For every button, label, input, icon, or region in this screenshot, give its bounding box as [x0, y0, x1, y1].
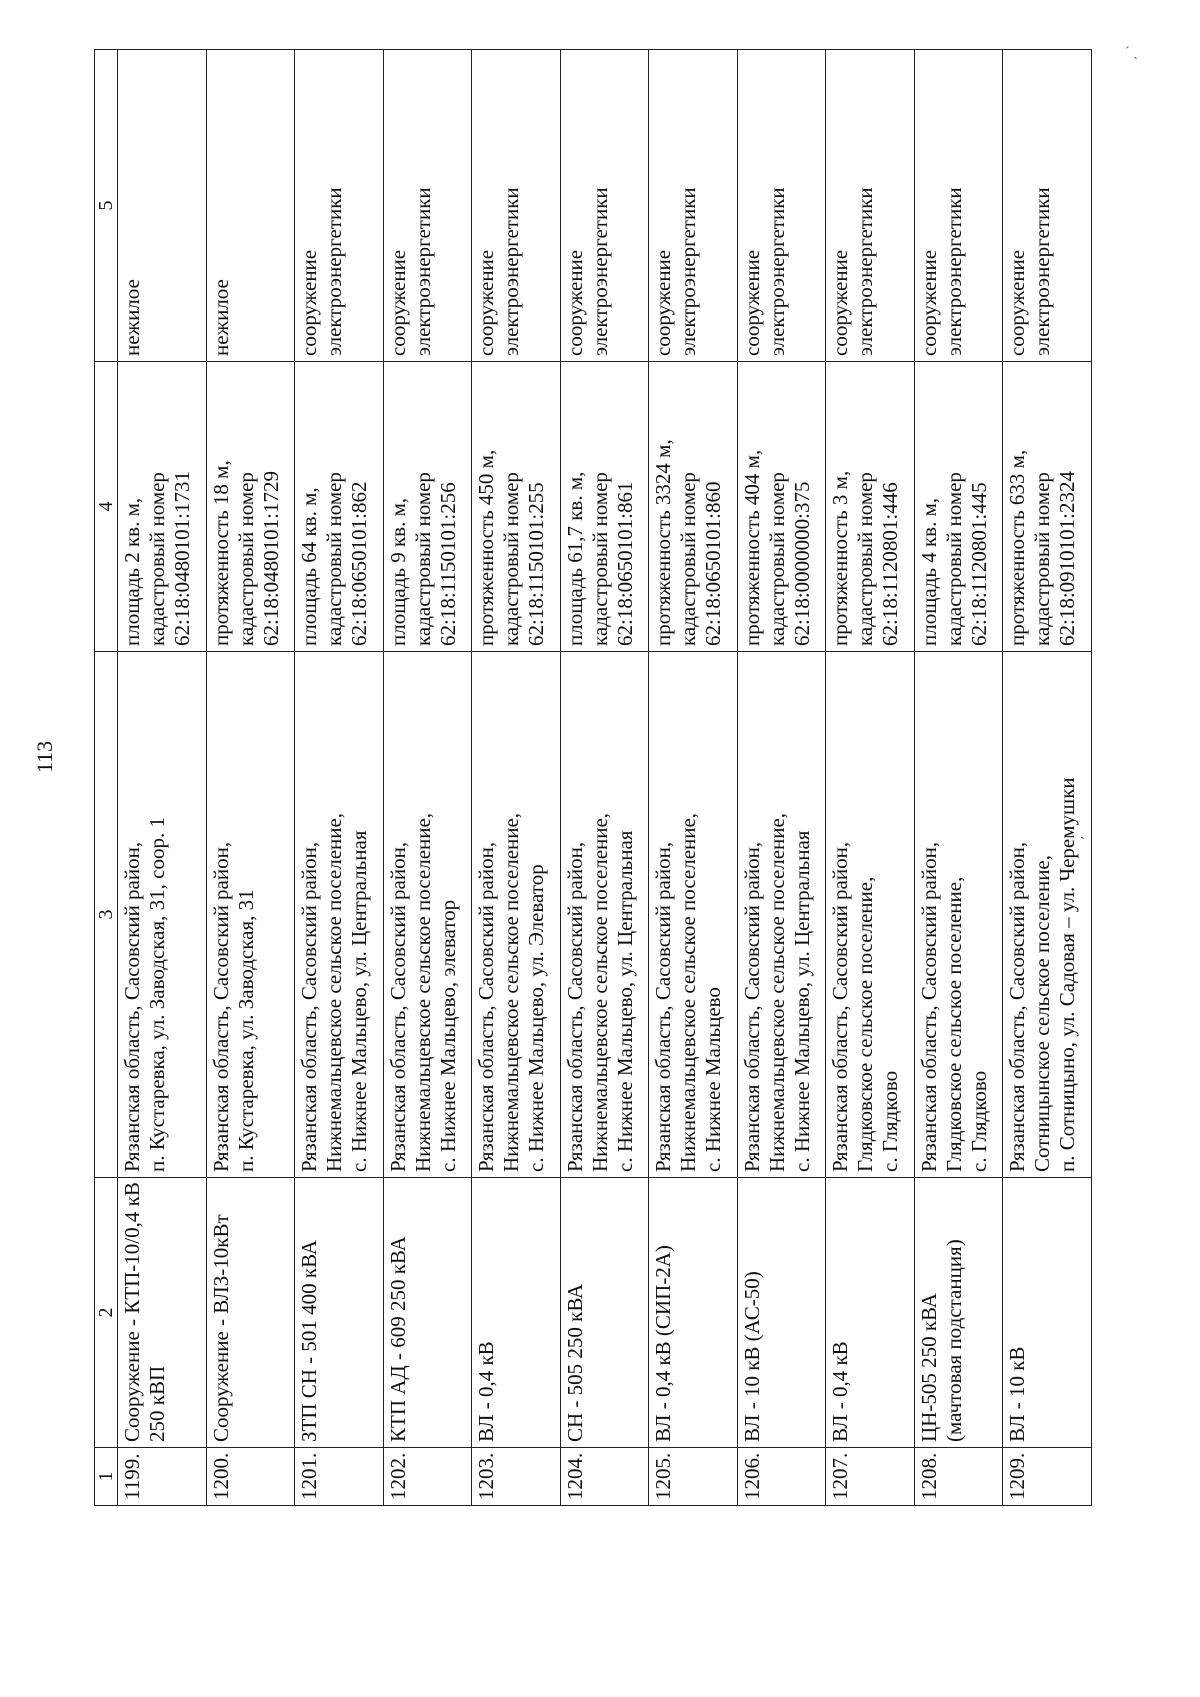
purpose-cell: [1003, 50, 1092, 362]
cell-line: кадастровый номер: [676, 472, 701, 646]
purpose-cell: [295, 50, 384, 362]
table-row: [206, 50, 295, 1506]
table-row: [560, 50, 649, 1506]
characteristics-cell: [383, 362, 472, 652]
cell-line: электроэнергетики: [941, 187, 966, 356]
column-header-3: 3: [95, 652, 118, 1178]
address-cell: [914, 652, 1003, 1178]
column-header-5: 5: [95, 50, 118, 362]
cell-line: ВЛ - 0,4 кВ: [474, 1341, 499, 1442]
cell-line: Нижнемальцевское сельское поселение,: [322, 812, 347, 1172]
address-cell: [826, 652, 915, 1178]
cell-line: протяженность 633 м,: [1005, 449, 1030, 646]
row-number-cell: 1205.: [649, 1448, 738, 1506]
cell-line: Нижнемальцевское сельское поселение,: [410, 812, 435, 1172]
cell-line: 250 кВП: [145, 1365, 169, 1442]
cell-line: КТП АД - 609 250 кВА: [385, 1236, 410, 1442]
cell-line: Сооружение - ВЛЗ-10кВт: [208, 1214, 233, 1442]
cell-line: с. Нижнее Мальцево, ул. Центральная: [789, 830, 814, 1172]
cell-line: Сооружение - КТП-10/0,4 кВ: [120, 1182, 144, 1442]
column-header-4: 4: [95, 362, 118, 652]
cell-line: Глядковское сельское поселение,: [853, 876, 878, 1172]
purpose-cell: [914, 50, 1003, 362]
cell-line: ВЛ - 0,4 кВ: [828, 1341, 853, 1442]
cell-line: площадь 2 кв. м,: [120, 497, 144, 646]
object-name-cell: [295, 1178, 384, 1448]
table-row: [472, 50, 561, 1506]
row-number-cell: 1201.: [295, 1448, 384, 1506]
purpose-cell: [472, 50, 561, 362]
object-name-cell: [383, 1178, 472, 1448]
cell-line: кадастровый номер: [410, 472, 435, 646]
object-name-cell: [472, 1178, 561, 1448]
characteristics-cell: [206, 362, 295, 652]
cell-line: с. Нижнее Мальцево, ул. Центральная: [347, 830, 372, 1172]
cell-line: сооружение: [385, 249, 410, 356]
object-name-cell: [826, 1178, 915, 1448]
address-cell: [737, 652, 826, 1178]
cell-line: ВЛ - 10 кВ: [1005, 1346, 1030, 1442]
characteristics-cell: [472, 362, 561, 652]
cell-line: 62:18:0910101:2324: [1055, 470, 1080, 646]
address-cell: [560, 652, 649, 1178]
cell-line: Нижнемальцевское сельское поселение,: [587, 812, 612, 1172]
row-number-cell: 1207.: [826, 1448, 915, 1506]
cell-line: Рязанская область, Сасовский район,: [1005, 841, 1030, 1172]
cell-line: кадастровый номер: [764, 472, 789, 646]
cell-line: с. Нижнее Мальцево, ул. Элеватор: [524, 864, 549, 1172]
cell-line: нежилое: [208, 279, 233, 356]
cell-line: Нижнемальцевское сельское поселение,: [764, 812, 789, 1172]
cell-line: протяженность 404 м,: [739, 449, 764, 646]
cell-line: сооружение: [1005, 249, 1030, 356]
object-name-cell: [206, 1178, 295, 1448]
row-number-cell: 1209.: [1003, 1448, 1092, 1506]
table-row: [118, 50, 207, 1506]
purpose-cell: [826, 50, 915, 362]
cell-line: сооружение: [651, 249, 676, 356]
cell-line: протяженность 3 м,: [828, 470, 853, 646]
table-body: [118, 50, 1092, 1506]
cell-line: Рязанская область, Сасовский район,: [828, 841, 853, 1172]
cell-line: с. Нижнее Мальцево, элеватор: [435, 899, 460, 1172]
cell-line: сооружение: [562, 249, 587, 356]
cell-line: Сотницынское сельское поселение,: [1030, 855, 1055, 1172]
cell-line: протяженность 18 м,: [208, 460, 233, 646]
cell-line: протяженность 3324 м,: [651, 439, 676, 646]
scan-speck: ˏ: [1080, 825, 1085, 840]
cell-line: кадастровый номер: [145, 472, 169, 646]
cell-line: Рязанская область, Сасовский район,: [120, 841, 144, 1172]
purpose-cell: [383, 50, 472, 362]
cell-line: 62:18:1120801:445: [966, 482, 991, 646]
cell-line: кадастровый номер: [587, 472, 612, 646]
object-name-cell: [914, 1178, 1003, 1448]
cell-line: 62:18:0480101:1729: [258, 470, 283, 646]
column-header-1: 1: [95, 1448, 118, 1506]
property-table: [94, 49, 1092, 1506]
row-number-cell: 1199.: [118, 1448, 207, 1506]
column-header-2: 2: [95, 1178, 118, 1448]
characteristics-cell: [914, 362, 1003, 652]
object-name-cell: [649, 1178, 738, 1448]
cell-line: сооружение: [297, 249, 322, 356]
cell-line: 62:18:0650101:861: [612, 481, 637, 646]
cell-line: протяженность 450 м,: [474, 449, 499, 646]
address-cell: [206, 652, 295, 1178]
cell-line: кадастровый номер: [233, 472, 258, 646]
cell-line: с. Глядково: [966, 1070, 991, 1172]
cell-line: Рязанская область, Сасовский район,: [208, 841, 233, 1172]
cell-line: кадастровый номер: [322, 472, 347, 646]
cell-line: электроэнергетики: [499, 187, 524, 356]
cell-line: кадастровый номер: [1030, 472, 1055, 646]
cell-line: 62:18:0650101:862: [347, 481, 372, 646]
cell-line: электроэнергетики: [587, 187, 612, 356]
row-number-cell: 1206.: [737, 1448, 826, 1506]
address-cell: [649, 652, 738, 1178]
cell-line: электроэнергетики: [322, 187, 347, 356]
cell-line: (мачтовая подстанция): [941, 1239, 966, 1442]
cell-line: электроэнергетики: [1030, 187, 1055, 356]
table-row: [1003, 50, 1092, 1506]
cell-line: с. Нижнее Мальцево: [701, 987, 726, 1172]
scan-speck: ˊ ˎ: [1125, 45, 1138, 60]
characteristics-cell: [1003, 362, 1092, 652]
cell-line: площадь 64 кв. м,: [297, 487, 322, 646]
address-cell: [295, 652, 384, 1178]
cell-line: нежилое: [120, 279, 144, 356]
cell-line: 62:18:1150101:256: [435, 482, 460, 646]
rotated-table-wrapper: [94, 50, 1092, 1506]
characteristics-cell: [826, 362, 915, 652]
cell-line: электроэнергетики: [676, 187, 701, 356]
cell-line: площадь 9 кв. м,: [385, 497, 410, 646]
cell-line: п. Кустаревка, ул. Заводская, 31: [233, 889, 258, 1172]
address-cell: [1003, 652, 1092, 1178]
cell-line: СН - 505 250 кВА: [562, 1283, 587, 1442]
cell-line: сооружение: [916, 249, 941, 356]
header-row: [95, 50, 118, 1506]
row-number-cell: 1200.: [206, 1448, 295, 1506]
purpose-cell: [206, 50, 295, 362]
cell-line: Нижнемальцевское сельское поселение,: [676, 812, 701, 1172]
cell-line: Рязанская область, Сасовский район,: [562, 841, 587, 1172]
cell-line: 62:18:0000000:375: [789, 481, 814, 646]
purpose-cell: [649, 50, 738, 362]
cell-line: с. Глядково: [878, 1070, 903, 1172]
cell-line: Рязанская область, Сасовский район,: [385, 841, 410, 1172]
cell-line: кадастровый номер: [941, 472, 966, 646]
cell-line: п. Кустаревка, ул. Заводская, 31, соор. 1: [145, 817, 169, 1172]
characteristics-cell: [649, 362, 738, 652]
cell-line: ЦН-505 250 кВА: [916, 1293, 941, 1442]
purpose-cell: [560, 50, 649, 362]
cell-line: ЗТП СН - 501 400 кВА: [297, 1240, 322, 1442]
characteristics-cell: [737, 362, 826, 652]
row-number-cell: 1203.: [472, 1448, 561, 1506]
cell-line: Нижнемальцевское сельское поселение,: [499, 812, 524, 1172]
object-name-cell: [737, 1178, 826, 1448]
cell-line: электроэнергетики: [764, 187, 789, 356]
table-row: [649, 50, 738, 1506]
cell-line: Рязанская область, Сасовский район,: [739, 841, 764, 1172]
table-row: [737, 50, 826, 1506]
purpose-cell: [118, 50, 207, 362]
cell-line: электроэнергетики: [853, 187, 878, 356]
cell-line: сооружение: [739, 249, 764, 356]
cell-line: электроэнергетики: [410, 187, 435, 356]
address-cell: [383, 652, 472, 1178]
cell-line: ВЛ - 10 кВ (АС-50): [739, 1271, 764, 1442]
purpose-cell: [737, 50, 826, 362]
characteristics-cell: [560, 362, 649, 652]
cell-line: кадастровый номер: [853, 472, 878, 646]
cell-line: Рязанская область, Сасовский район,: [297, 841, 322, 1172]
characteristics-cell: [295, 362, 384, 652]
characteristics-cell: [118, 362, 207, 652]
table-row: [826, 50, 915, 1506]
cell-line: с. Нижнее Мальцево, ул. Центральная: [612, 830, 637, 1172]
cell-line: Рязанская область, Сасовский район,: [474, 841, 499, 1172]
object-name-cell: [560, 1178, 649, 1448]
cell-line: Рязанская область, Сасовский район,: [916, 841, 941, 1172]
address-cell: [472, 652, 561, 1178]
object-name-cell: [118, 1178, 207, 1448]
object-name-cell: [1003, 1178, 1092, 1448]
row-number-cell: 1202.: [383, 1448, 472, 1506]
cell-line: 62:18:1120801:446: [878, 482, 903, 646]
cell-line: Рязанская область, Сасовский район,: [651, 841, 676, 1172]
cell-line: сооружение: [474, 249, 499, 356]
table-row: [914, 50, 1003, 1506]
cell-line: площадь 4 кв. м,: [916, 497, 941, 646]
table-row: [295, 50, 384, 1506]
cell-line: 62:18:0480101:1731: [170, 470, 194, 646]
row-number-cell: 1204.: [560, 1448, 649, 1506]
table-row: [383, 50, 472, 1506]
cell-line: 62:18:1150101:255: [524, 482, 549, 646]
cell-line: 62:18:0650101:860: [701, 481, 726, 646]
cell-line: п. Сотницыно, ул. Садовая – ул. Черемушки: [1055, 777, 1080, 1172]
cell-line: Глядковское сельское поселение,: [941, 876, 966, 1172]
row-number-cell: 1208.: [914, 1448, 1003, 1506]
address-cell: [118, 652, 207, 1178]
cell-line: кадастровый номер: [499, 472, 524, 646]
cell-line: сооружение: [828, 249, 853, 356]
cell-line: площадь 61,7 кв. м,: [562, 471, 587, 646]
page-number: 113: [32, 740, 57, 773]
cell-line: ВЛ - 0,4 кВ (СИП-2А): [651, 1245, 676, 1442]
